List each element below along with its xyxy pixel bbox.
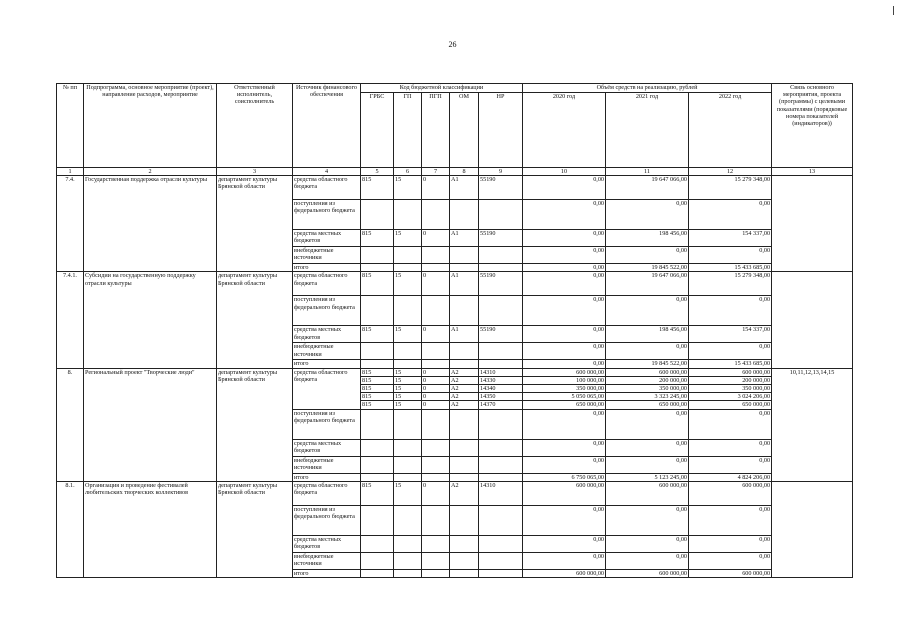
amount-2022: 0,00 [689, 247, 772, 264]
kbk-om: А2 [450, 481, 479, 505]
item-executor: департамент культуры Брянской области [217, 272, 293, 368]
amount-2022: 600 000,00 [689, 368, 772, 376]
kbk-gp: 15 [394, 376, 422, 384]
amount-2022: 15 279 348,00 [689, 176, 772, 200]
amount-2021: 600 000,00 [606, 368, 689, 376]
item-number: 8. [57, 368, 84, 481]
amount-2022: 15 279 348,00 [689, 272, 772, 296]
kbk-pgp: 0 [422, 368, 450, 376]
amount-2020: 650 000,00 [523, 401, 606, 409]
amount-2020: 0,00 [523, 264, 606, 272]
amount-2022: 154 337,00 [689, 326, 772, 343]
indicator-link [772, 272, 853, 368]
item-executor: департамент культуры Брянской области [217, 368, 293, 481]
amount-2022: 650 000,00 [689, 401, 772, 409]
kbk-nr: 14310 [479, 368, 523, 376]
kbk-om [450, 360, 479, 368]
budget-table-body [57, 176, 853, 578]
amount-2020: 350 000,00 [523, 385, 606, 393]
amount-2022: 154 337,00 [689, 230, 772, 247]
source-label: внебюджетные источники [293, 343, 361, 360]
kbk-grbs: 815 [361, 368, 394, 376]
kbk-gp: 15 [394, 272, 422, 296]
kbk-nr [479, 296, 523, 326]
kbk-om: А1 [450, 326, 479, 343]
kbk-grbs: 815 [361, 393, 394, 401]
kbk-om: А2 [450, 393, 479, 401]
amount-2020: 0,00 [523, 230, 606, 247]
amount-2022: 0,00 [689, 456, 772, 473]
amount-2021: 650 000,00 [606, 401, 689, 409]
amount-2022: 200 000,00 [689, 376, 772, 384]
amount-2021: 198 456,00 [606, 230, 689, 247]
kbk-grbs [361, 439, 394, 456]
kbk-pgp [422, 247, 450, 264]
kbk-nr [479, 535, 523, 552]
amount-2022: 0,00 [689, 535, 772, 552]
item-name: Субсидии на государственную поддержку отрасли культуры [84, 272, 217, 368]
kbk-gp [394, 247, 422, 264]
amount-2021: 3 323 245,00 [606, 393, 689, 401]
kbk-gp: 15 [394, 230, 422, 247]
kbk-pgp [422, 409, 450, 439]
kbk-nr: 55190 [479, 176, 523, 200]
table-row [57, 368, 853, 376]
amount-2020: 0,00 [523, 360, 606, 368]
amount-2020: 0,00 [523, 176, 606, 200]
indicator-link: 10,11,12,13,14,15 [772, 368, 853, 481]
amount-2020: 100 000,00 [523, 376, 606, 384]
kbk-pgp [422, 200, 450, 230]
amount-2022: 0,00 [689, 505, 772, 535]
column-number: 1 [57, 168, 84, 176]
column-number: 10 [523, 168, 606, 176]
kbk-om [450, 343, 479, 360]
kbk-grbs [361, 247, 394, 264]
amount-2022: 350 000,00 [689, 385, 772, 393]
kbk-nr [479, 552, 523, 569]
kbk-grbs: 815 [361, 272, 394, 296]
corner-mark [893, 6, 894, 15]
header-executor: Ответственный исполнитель, соисполнитель [217, 84, 293, 168]
kbk-om: А2 [450, 376, 479, 384]
kbk-pgp [422, 439, 450, 456]
kbk-gp: 15 [394, 481, 422, 505]
kbk-om [450, 296, 479, 326]
amount-2020: 0,00 [523, 439, 606, 456]
source-label: внебюджетные источники [293, 247, 361, 264]
kbk-pgp [422, 343, 450, 360]
header-gp: ГП [394, 93, 422, 168]
kbk-gp [394, 456, 422, 473]
kbk-nr [479, 200, 523, 230]
amount-2020: 0,00 [523, 552, 606, 569]
kbk-nr [479, 473, 523, 481]
source-label: итого [293, 473, 361, 481]
item-name: Региональный проект "Творческие люди" [84, 368, 217, 481]
kbk-om [450, 247, 479, 264]
item-number: 7.4. [57, 176, 84, 272]
kbk-gp [394, 473, 422, 481]
header-kbk-group: Код бюджетной классификации [361, 84, 523, 93]
column-number: 5 [361, 168, 394, 176]
kbk-om [450, 456, 479, 473]
kbk-grbs [361, 505, 394, 535]
item-name: Организация и проведение фестивалей любительских творческих коллективов [84, 481, 217, 577]
kbk-grbs: 815 [361, 401, 394, 409]
amount-2020: 0,00 [523, 200, 606, 230]
kbk-grbs: 815 [361, 230, 394, 247]
amount-2021: 0,00 [606, 296, 689, 326]
amount-2021: 200 000,00 [606, 376, 689, 384]
budget-table [56, 83, 853, 578]
item-executor: департамент культуры Брянской области [217, 481, 293, 577]
kbk-grbs: 815 [361, 176, 394, 200]
amount-2020: 0,00 [523, 409, 606, 439]
column-number: 12 [689, 168, 772, 176]
header-nr: НР [479, 93, 523, 168]
source-label: итого [293, 569, 361, 577]
kbk-grbs: 815 [361, 481, 394, 505]
amount-2020: 600 000,00 [523, 368, 606, 376]
amount-2021: 0,00 [606, 456, 689, 473]
kbk-nr: 55190 [479, 326, 523, 343]
amount-2020: 600 000,00 [523, 569, 606, 577]
kbk-om [450, 264, 479, 272]
kbk-pgp [422, 264, 450, 272]
table-row [57, 481, 853, 505]
amount-2020: 0,00 [523, 296, 606, 326]
column-number: 2 [84, 168, 217, 176]
kbk-nr: 14350 [479, 393, 523, 401]
header-num: № пп [57, 84, 84, 168]
amount-2022: 4 824 206,00 [689, 473, 772, 481]
amount-2020: 5 050 065,00 [523, 393, 606, 401]
source-label: внебюджетные источники [293, 552, 361, 569]
kbk-pgp [422, 535, 450, 552]
source-label: средства областного бюджета [293, 176, 361, 200]
kbk-om [450, 409, 479, 439]
source-label: поступления из федерального бюджета [293, 505, 361, 535]
kbk-gp [394, 439, 422, 456]
kbk-grbs [361, 264, 394, 272]
kbk-grbs [361, 409, 394, 439]
amount-2021: 0,00 [606, 247, 689, 264]
kbk-nr: 55190 [479, 272, 523, 296]
kbk-om: А1 [450, 230, 479, 247]
item-number: 7.4.1. [57, 272, 84, 368]
kbk-gp: 15 [394, 401, 422, 409]
kbk-nr: 55190 [479, 230, 523, 247]
kbk-gp: 15 [394, 326, 422, 343]
indicator-link [772, 176, 853, 272]
amount-2021: 5 123 245,00 [606, 473, 689, 481]
kbk-pgp: 0 [422, 385, 450, 393]
column-number: 8 [450, 168, 479, 176]
amount-2021: 350 000,00 [606, 385, 689, 393]
header-program: Подпрограмма, основное мероприятие (проект), направление расходов, мероприятие [84, 84, 217, 168]
page-number: 26 [448, 40, 457, 49]
amount-2020: 0,00 [523, 505, 606, 535]
source-label: средства областного бюджета [293, 368, 361, 409]
kbk-om: А2 [450, 401, 479, 409]
kbk-om: А2 [450, 368, 479, 376]
kbk-grbs [361, 343, 394, 360]
amount-2021: 600 000,00 [606, 569, 689, 577]
amount-2020: 0,00 [523, 535, 606, 552]
kbk-gp: 15 [394, 393, 422, 401]
kbk-pgp [422, 569, 450, 577]
amount-2022: 0,00 [689, 552, 772, 569]
source-label: средства областного бюджета [293, 481, 361, 505]
amount-2022: 600 000,00 [689, 481, 772, 505]
kbk-om [450, 200, 479, 230]
amount-2022: 600 000,00 [689, 569, 772, 577]
kbk-nr [479, 439, 523, 456]
kbk-nr: 14310 [479, 481, 523, 505]
source-label: внебюджетные источники [293, 456, 361, 473]
kbk-pgp: 0 [422, 272, 450, 296]
amount-2022: 0,00 [689, 343, 772, 360]
source-label: поступления из федерального бюджета [293, 200, 361, 230]
column-number: 6 [394, 168, 422, 176]
amount-2020: 0,00 [523, 456, 606, 473]
column-number: 9 [479, 168, 523, 176]
kbk-om [450, 535, 479, 552]
kbk-gp [394, 360, 422, 368]
amount-2020: 0,00 [523, 272, 606, 296]
amount-2022: 3 024 206,00 [689, 393, 772, 401]
kbk-grbs [361, 200, 394, 230]
header-link: Связь основного мероприятия, проекта (программы) с целевыми показателями (порядковые номера показателей (индикаторов)) [772, 84, 853, 168]
kbk-pgp [422, 296, 450, 326]
source-label: поступления из федерального бюджета [293, 296, 361, 326]
kbk-nr [479, 456, 523, 473]
kbk-pgp: 0 [422, 481, 450, 505]
amount-2022: 0,00 [689, 296, 772, 326]
kbk-pgp: 0 [422, 230, 450, 247]
header-grbs: ГРБС [361, 93, 394, 168]
amount-2022: 15 433 685,00 [689, 264, 772, 272]
amount-2020: 600 000,00 [523, 481, 606, 505]
header-volume-group: Объём средств на реализацию, рублей [523, 84, 772, 93]
source-label: средства местных бюджетов [293, 535, 361, 552]
kbk-grbs [361, 569, 394, 577]
header-year-2020: 2020 год [523, 93, 606, 168]
amount-2021: 19 845 522,00 [606, 264, 689, 272]
kbk-grbs [361, 360, 394, 368]
kbk-om [450, 569, 479, 577]
header-source: Источник финансового обеспечения [293, 84, 361, 168]
source-label: средства областного бюджета [293, 272, 361, 296]
kbk-pgp [422, 360, 450, 368]
kbk-gp [394, 505, 422, 535]
kbk-nr [479, 247, 523, 264]
kbk-pgp: 0 [422, 376, 450, 384]
amount-2021: 198 456,00 [606, 326, 689, 343]
kbk-gp [394, 569, 422, 577]
source-label: средства местных бюджетов [293, 326, 361, 343]
amount-2021: 0,00 [606, 552, 689, 569]
column-number: 7 [422, 168, 450, 176]
amount-2021: 19 647 066,00 [606, 176, 689, 200]
kbk-nr [479, 409, 523, 439]
indicator-link [772, 481, 853, 577]
column-number: 13 [772, 168, 853, 176]
kbk-pgp: 0 [422, 393, 450, 401]
amount-2021: 0,00 [606, 505, 689, 535]
amount-2021: 0,00 [606, 409, 689, 439]
amount-2021: 19 647 066,00 [606, 272, 689, 296]
source-label: поступления из федерального бюджета [293, 409, 361, 439]
kbk-nr [479, 360, 523, 368]
kbk-nr: 14340 [479, 385, 523, 393]
kbk-nr [479, 569, 523, 577]
amount-2020: 0,00 [523, 326, 606, 343]
item-executor: департамент культуры Брянской области [217, 176, 293, 272]
amount-2022: 0,00 [689, 200, 772, 230]
kbk-grbs [361, 456, 394, 473]
kbk-pgp [422, 505, 450, 535]
kbk-pgp [422, 456, 450, 473]
amount-2022: 15 433 685,00 [689, 360, 772, 368]
amount-2020: 0,00 [523, 247, 606, 264]
kbk-gp [394, 409, 422, 439]
kbk-om [450, 473, 479, 481]
kbk-gp [394, 552, 422, 569]
amount-2022: 0,00 [689, 439, 772, 456]
kbk-om: А2 [450, 385, 479, 393]
kbk-gp [394, 535, 422, 552]
header-pgp: ПГП [422, 93, 450, 168]
column-number: 4 [293, 168, 361, 176]
kbk-nr [479, 505, 523, 535]
source-label: итого [293, 264, 361, 272]
kbk-gp [394, 264, 422, 272]
table-row [57, 176, 853, 200]
kbk-pgp: 0 [422, 326, 450, 343]
kbk-gp [394, 200, 422, 230]
kbk-grbs [361, 473, 394, 481]
kbk-om: А1 [450, 272, 479, 296]
amount-2021: 0,00 [606, 200, 689, 230]
kbk-om [450, 439, 479, 456]
header-year-2022: 2022 год [689, 93, 772, 168]
kbk-grbs: 815 [361, 376, 394, 384]
kbk-gp: 15 [394, 176, 422, 200]
kbk-pgp: 0 [422, 176, 450, 200]
amount-2021: 0,00 [606, 535, 689, 552]
kbk-nr: 14330 [479, 376, 523, 384]
kbk-pgp: 0 [422, 401, 450, 409]
header-year-2021: 2021 год [606, 93, 689, 168]
item-name: Государственная поддержка отрасли культуры [84, 176, 217, 272]
amount-2021: 600 000,00 [606, 481, 689, 505]
kbk-grbs [361, 535, 394, 552]
amount-2021: 0,00 [606, 439, 689, 456]
column-number: 11 [606, 168, 689, 176]
kbk-nr [479, 264, 523, 272]
source-label: средства местных бюджетов [293, 230, 361, 247]
amount-2020: 0,00 [523, 343, 606, 360]
kbk-gp [394, 296, 422, 326]
kbk-grbs [361, 552, 394, 569]
kbk-nr: 14370 [479, 401, 523, 409]
kbk-pgp [422, 552, 450, 569]
source-label: итого [293, 360, 361, 368]
kbk-nr [479, 343, 523, 360]
amount-2022: 0,00 [689, 409, 772, 439]
kbk-pgp [422, 473, 450, 481]
kbk-om [450, 552, 479, 569]
item-number: 8.1. [57, 481, 84, 577]
table-row [57, 272, 853, 296]
source-label: средства местных бюджетов [293, 439, 361, 456]
kbk-gp: 15 [394, 385, 422, 393]
amount-2020: 6 750 065,00 [523, 473, 606, 481]
header-om: ОМ [450, 93, 479, 168]
kbk-grbs [361, 296, 394, 326]
kbk-gp: 15 [394, 368, 422, 376]
amount-2021: 0,00 [606, 343, 689, 360]
kbk-gp [394, 343, 422, 360]
amount-2021: 19 845 522,00 [606, 360, 689, 368]
kbk-grbs: 815 [361, 385, 394, 393]
kbk-grbs: 815 [361, 326, 394, 343]
column-number: 3 [217, 168, 293, 176]
kbk-om [450, 505, 479, 535]
kbk-om: А1 [450, 176, 479, 200]
column-number-row [57, 168, 853, 176]
